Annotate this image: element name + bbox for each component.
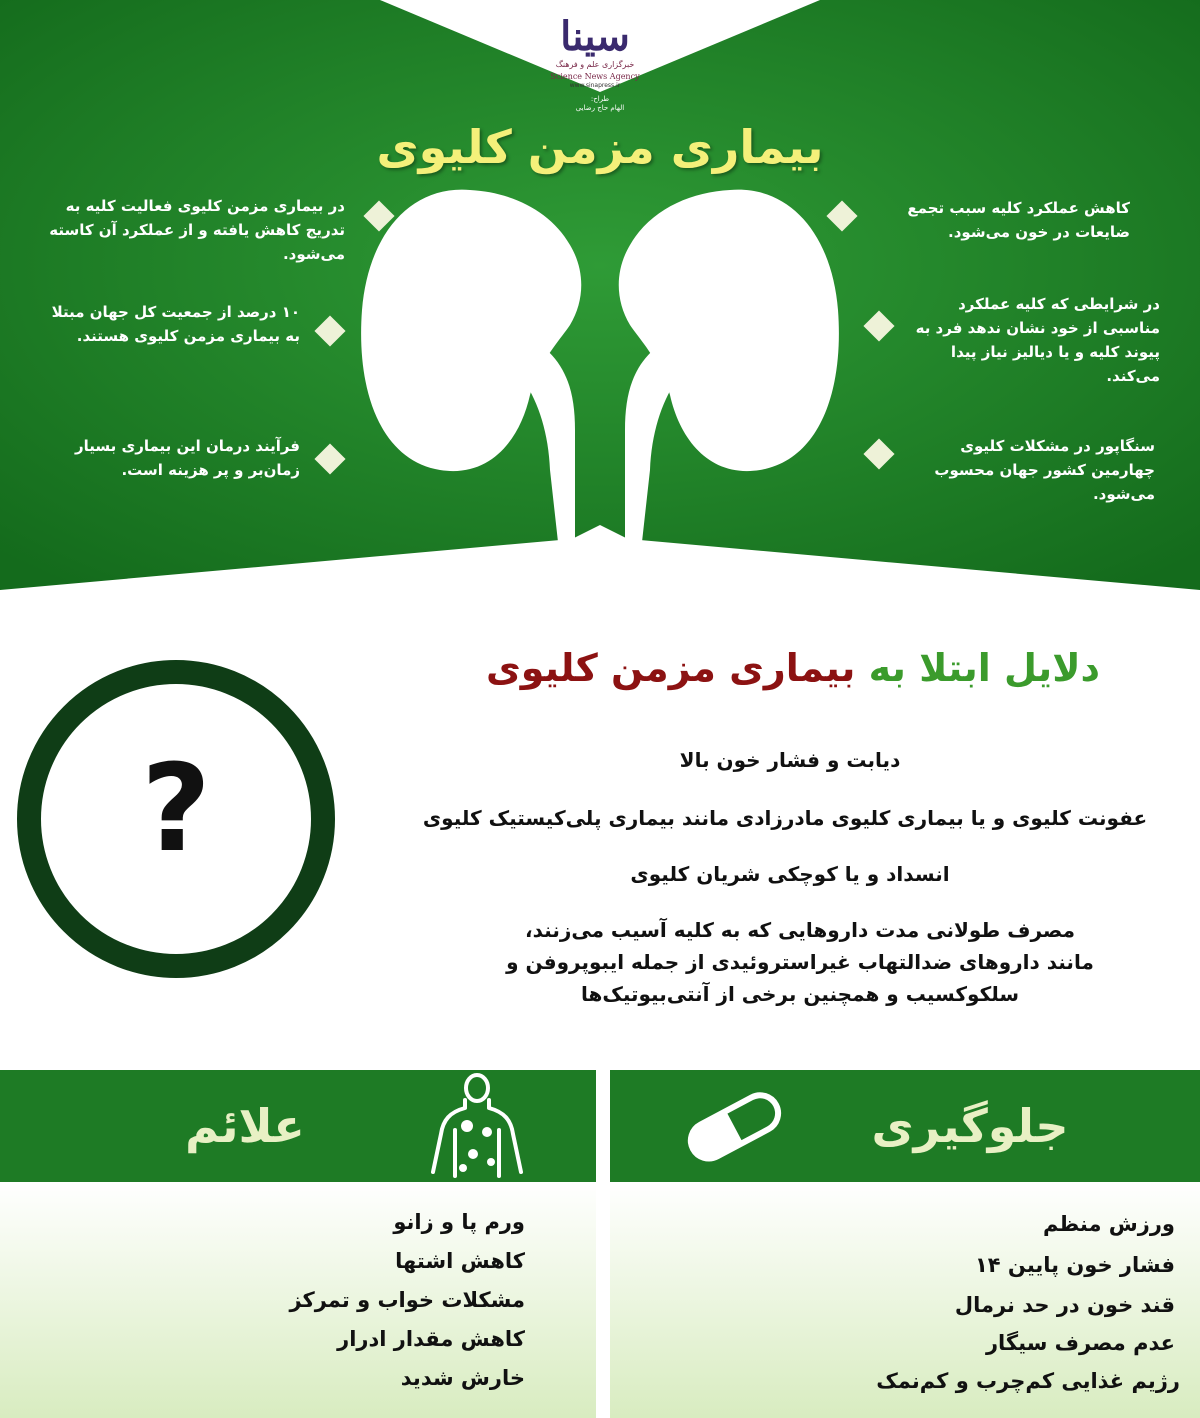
main-title: بیماری مزمن کلیوی <box>376 120 824 174</box>
logo-url: www.sinapress.ir <box>569 82 621 89</box>
symptom-item: خارش شدید <box>400 1366 525 1390</box>
prevention-item: رژیم غذایی کم‌چرب و کم‌نمک <box>876 1369 1180 1393</box>
fact-left-2: ۱۰ درصد از جمعیت کل جهان مبتلا به بیماری مزمن کلیوی هستند. <box>51 303 300 345</box>
logo-english: Science News Agency <box>550 72 640 81</box>
prevention-item: ورزش منظم <box>1042 1212 1175 1236</box>
cause-item: انسداد و یا کوچکی شریان کلیوی <box>630 862 950 886</box>
causes-title <box>420 638 1100 698</box>
symptom-item: مشکلات خواب و تمرکز <box>289 1288 525 1312</box>
fact-right-2: در شرایطی که کلیه عملکرد مناسبی از خود نشان ندهد فرد به پیوند کلیه و یا دیالیز نیاز پیدا می‌کند. <box>915 295 1160 385</box>
prevention-item: عدم مصرف سیگار <box>985 1331 1175 1355</box>
cause-item: مانند داروهای ضدالتهاب غیراستروئیدی از جمله ایبوپروفن و <box>506 950 1094 974</box>
top-banner <box>0 0 1200 600</box>
question-mark-icon: ? <box>141 740 211 879</box>
causes-title-part2: بیماری مزمن کلیوی <box>485 646 856 690</box>
human-body-icon <box>425 1072 530 1180</box>
cause-item: عفونت کلیوی و یا بیماری کلیوی مادرزادی مانند بیماری پلی‌کیستیک کلیوی <box>422 806 1148 830</box>
fact-right-1: کاهش عملکرد کلیه سبب تجمع ضایعات در خون می‌شود. <box>907 199 1130 241</box>
fact-left-1: در بیماری مزمن کلیوی فعالیت کلیه به تدریج کاهش یافته و از عملکرد آن کاسته می‌شود. <box>49 197 345 263</box>
credit-label: طراح: <box>590 95 610 103</box>
designer-credit <box>540 95 660 113</box>
cause-item: مصرف طولانی مدت داروهایی که به کلیه آسیب می‌زنند، <box>525 918 1075 942</box>
symptoms-title: علائم <box>185 1099 305 1153</box>
causes-title-part1: دلایل ابتلا به <box>868 646 1100 690</box>
symptom-item: ورم پا و زانو <box>393 1210 525 1234</box>
prevention-item: فشار خون پایین ۱۴ <box>974 1253 1175 1277</box>
credit-name: الهام حاج رضایی <box>575 104 625 112</box>
logo-mark: سینا <box>560 13 630 60</box>
prevention-title: جلوگیری <box>871 1099 1069 1153</box>
pill-capsule-icon <box>680 1084 788 1168</box>
cause-item: سلکوکسیب و همچنین برخی از آنتی‌بیوتیک‌ها <box>580 982 1020 1006</box>
cause-item: دیابت و فشار خون بالا <box>679 748 901 772</box>
fact-right-3: سنگاپور در مشکلات کلیوی چهارمین کشور جهان محسوب می‌شود. <box>934 437 1155 503</box>
logo-tagline: خبرگزاری علم و فرهنگ <box>555 60 635 69</box>
fact-left-3: فرآیند درمان این بیماری بسیار زمان‌بر و پر هزینه است. <box>74 437 300 479</box>
symptom-item: کاهش اشتها <box>395 1249 525 1273</box>
prevention-item: قند خون در حد نرمال <box>954 1293 1175 1317</box>
symptom-item: کاهش مقدار ادرار <box>337 1327 525 1351</box>
